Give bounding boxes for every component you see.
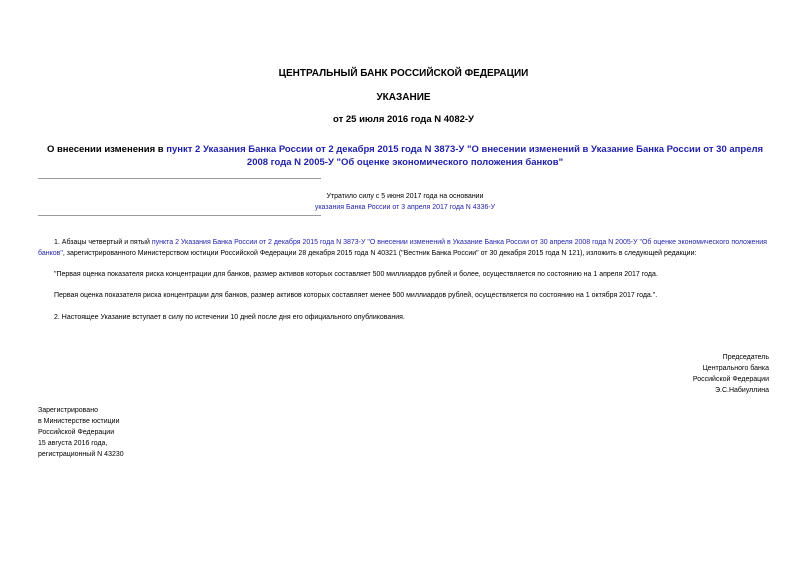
status-note-text: Утратило силу с 5 июня 2017 года на основании [326, 193, 484, 200]
status-note-link[interactable]: указания Банка России от 3 апреля 2017 года N 4336-У [314, 204, 496, 211]
registration-line: в Министерстве юстиции [38, 418, 120, 425]
status-note [290, 191, 520, 213]
title-prefix: О внесении изменения в [46, 144, 167, 155]
registration-block [38, 405, 124, 460]
paragraph-1-link[interactable]: пункта 2 Указания Банка России от 2 декабря 2015 года N 3873-У "О внесении изменений в Указание Банка России от 30 апреля 2008 года N 2005-У "Об оценке экономического положения банков" [38, 239, 767, 257]
paragraph-1-prefix: 1. Абзацы четвертый и пятый [54, 239, 152, 246]
registration-number: регистрационный N 43230 [38, 451, 124, 458]
signature-line: Российской Федерации [692, 376, 769, 383]
paragraph-2: "Первая оценка показателя риска концентрации для банков, размер активов которых составляет 500 миллиардов рублей и более, осуществляется по состоянию на 1 апреля 2017 года. [54, 271, 658, 278]
signature-line: Председатель [722, 354, 769, 361]
paragraph-1-suffix: , зарегистрированного Министерством юстиции Российской Федерации 28 декабря 2015 года N 40321 ("Вестник Банка России" от 30 декабря 2015 года N 121), изложить в следующей редакции: [62, 249, 697, 257]
paragraph-1 [38, 238, 773, 259]
paragraph-3: Первая оценка показателя риска концентрации для банков, размер активов которых составляет менее 500 миллиардов рублей, осуществляется по состоянию на 1 октября 2017 года.". [54, 292, 658, 299]
signature-line: Центрального банка [702, 365, 769, 372]
title-reference-link[interactable]: пункт 2 Указания Банка России от 2 декабря 2015 года N 3873-У "О внесении изменений в Указание Банка России от 30 апреля 2008 года N 2005-У "Об оценке экономического положения банков" [166, 144, 764, 168]
organization-heading: ЦЕНТРАЛЬНЫЙ БАНК РОССИЙСКОЙ ФЕДЕРАЦИИ [278, 68, 529, 79]
document-title [40, 143, 770, 169]
status-divider-bottom [38, 215, 321, 216]
document-date-heading: от 25 июля 2016 года N 4082-У [333, 114, 474, 125]
paragraph-4: 2. Настоящее Указание вступает в силу по истечении 10 дней после дня его официального опубликования. [54, 314, 405, 321]
registration-date: 15 августа 2016 года, [38, 440, 108, 447]
registration-line: Зарегистрировано [38, 407, 98, 414]
status-divider-top [38, 178, 321, 179]
document-type-heading: УКАЗАНИЕ [376, 92, 431, 103]
registration-line: Российской Федерации [38, 429, 115, 436]
signature-block [693, 352, 769, 396]
signature-name: Э.С.Набиуллина [714, 387, 769, 394]
